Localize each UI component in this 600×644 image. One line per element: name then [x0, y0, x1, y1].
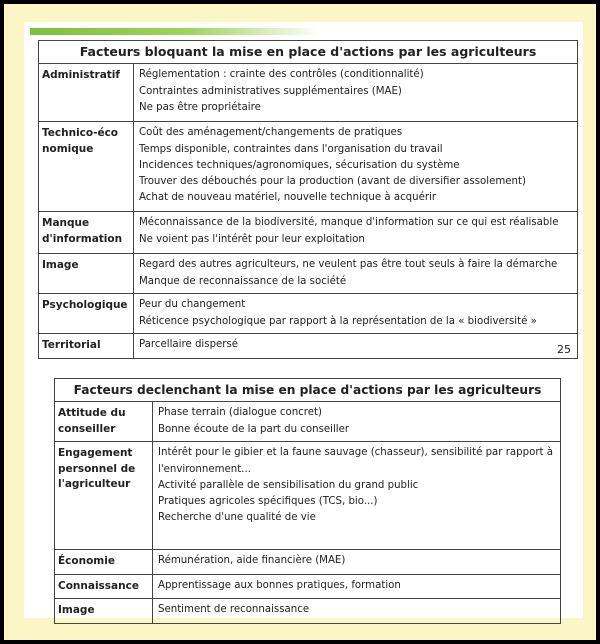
- row-label: Image: [55, 599, 153, 624]
- row-item: Regard des autres agriculteurs, ne veulent pas être tout seuls à faire la démarche: [139, 259, 558, 271]
- row-item: Parcellaire dispersé: [139, 339, 239, 351]
- row-item: Trouver des débouchés pour la production (avant de diversifier assolement): [139, 176, 526, 188]
- table-row: [55, 442, 561, 550]
- row-item: Manque de reconnaissance de la société: [139, 275, 347, 287]
- blocking-factors-table: [38, 40, 578, 359]
- row-item: Apprentissage aux bonnes pratiques, formation: [158, 579, 401, 591]
- table-row: [55, 402, 561, 442]
- row-label-text: Attitude du conseiller: [58, 407, 126, 435]
- row-label-text: Technico-économique: [42, 127, 119, 155]
- row-item: Rémunération, aide financière (MAE): [158, 555, 346, 567]
- row-item: Achat de nouveau matériel, nouvelle technique à acquérir: [139, 192, 437, 204]
- row-item: Ne pas être propriétaire: [139, 101, 261, 113]
- row-label: Image: [39, 254, 134, 294]
- table-row: [55, 574, 561, 599]
- row-item: Phase terrain (dialogue concret): [158, 407, 322, 419]
- row-label: Psychologique: [39, 294, 134, 334]
- row-label: [39, 212, 134, 254]
- row-item: Pratiques agricoles spécifiques (TCS, bio...): [158, 496, 378, 508]
- table-row: [39, 334, 578, 359]
- row-values: [153, 442, 561, 550]
- row-values: [153, 550, 561, 575]
- row-label: Économie: [55, 550, 153, 575]
- table-row: [39, 294, 578, 334]
- row-label: Administratif: [39, 64, 134, 122]
- table-row: [39, 122, 578, 212]
- row-label-text: Engagement personnel de l'agriculteur: [58, 447, 136, 491]
- row-values: [134, 122, 578, 212]
- row-values: [153, 599, 561, 624]
- row-values: [153, 402, 561, 442]
- row-item: Coût des aménagement/changements de pratiques: [139, 127, 403, 139]
- table-title: Facteurs bloquant la mise en place d'actions par les agriculteurs: [39, 41, 578, 64]
- row-item: Peur du changement: [139, 299, 246, 311]
- row-item: Réticence psychologique par rapport à la représentation de la « biodiversité »: [139, 315, 537, 327]
- row-label: [39, 122, 134, 212]
- triggering-factors-table: [54, 378, 561, 624]
- row-values: [134, 64, 578, 122]
- row-item: Réglementation : crainte des contrôles (conditionnalité): [139, 69, 424, 81]
- row-values: [134, 294, 578, 334]
- table-row: [55, 599, 561, 624]
- row-item: Ne voient pas l'intérêt pour leur exploitation: [139, 233, 365, 245]
- table-row: [39, 64, 578, 122]
- row-values: [134, 334, 578, 359]
- row-item: Temps disponible, contraintes dans l'organisation du travail: [139, 143, 443, 155]
- row-label: [55, 442, 153, 550]
- table-title: Facteurs declenchant la mise en place d'actions par les agriculteurs: [55, 379, 561, 402]
- row-label: Connaissance: [55, 574, 153, 599]
- row-item: Intérêt pour le gibier et la faune sauvage (chasseur), sensibilité par rapport à l'environnement...: [158, 447, 553, 475]
- row-item: Incidences techniques/agronomiques, sécurisation du système: [139, 159, 460, 171]
- row-values: [134, 254, 578, 294]
- table-row: [39, 212, 578, 254]
- row-values: [153, 574, 561, 599]
- row-item: Méconnaissance de la biodiversité, manque d'information sur ce qui est réalisable: [139, 217, 559, 229]
- table-row: [55, 550, 561, 575]
- row-label-text: Manque d'information: [42, 217, 123, 245]
- row-label: Territorial: [39, 334, 134, 359]
- row-values: [134, 212, 578, 254]
- page-number: 25: [557, 343, 571, 356]
- row-item: Recherche d'une qualité de vie: [158, 512, 316, 524]
- row-item: Contraintes administratives supplémentaires (MAE): [139, 85, 402, 97]
- row-item: Sentiment de reconnaissance: [158, 604, 310, 616]
- row-item: Bonne écoute de la part du conseiller: [158, 423, 350, 435]
- table-row: [39, 254, 578, 294]
- row-label: [55, 402, 153, 442]
- row-item: Activité parallèle de sensibilisation du grand public: [158, 479, 419, 491]
- green-accent-bar: [30, 28, 320, 35]
